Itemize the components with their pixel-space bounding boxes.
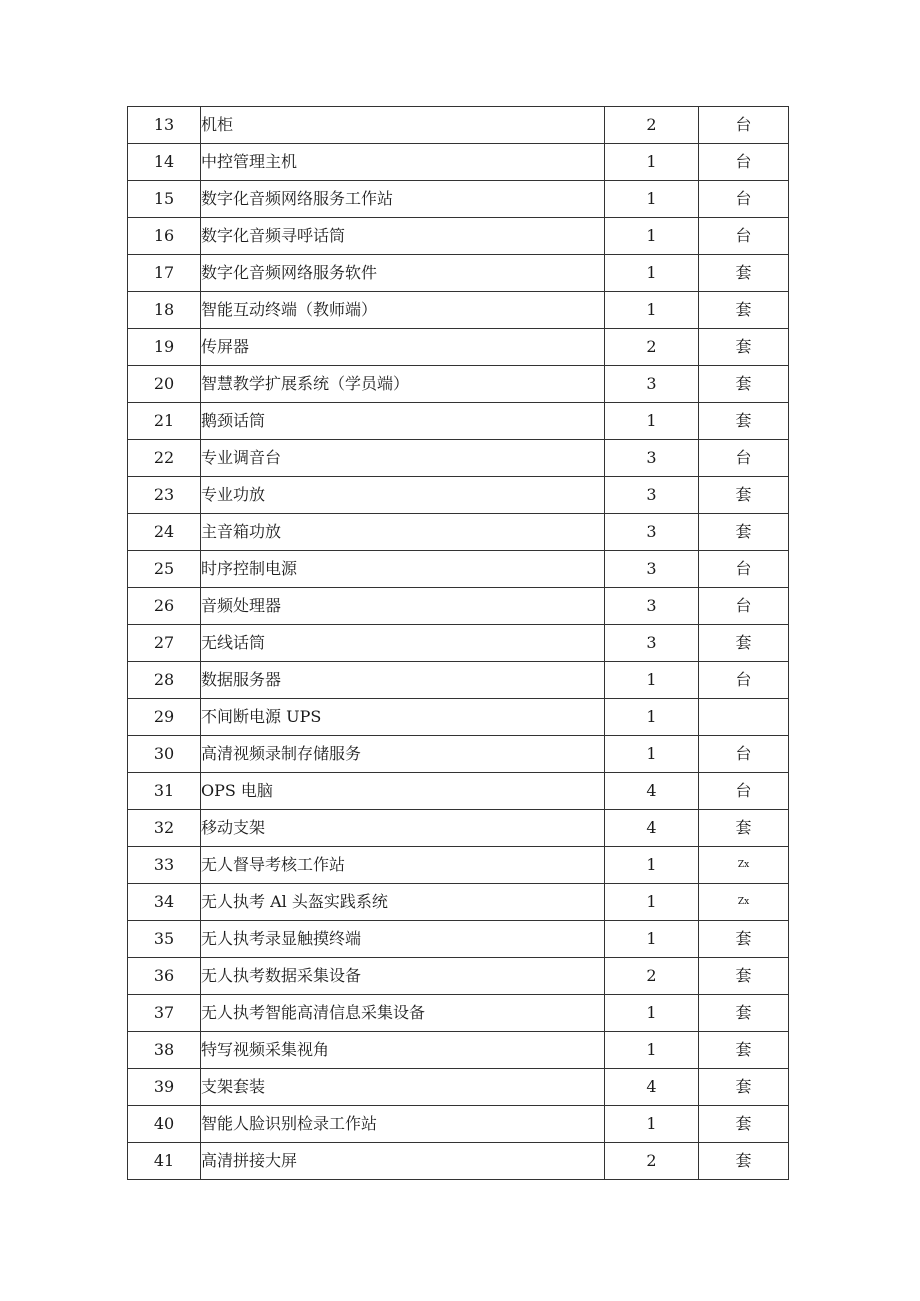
item-number-cell: 24 (128, 514, 201, 551)
item-name-cell: 无线话筒 (201, 625, 605, 662)
item-unit-cell: 套 (699, 921, 789, 958)
item-quantity-cell: 1 (605, 403, 699, 440)
item-name-cell: 数字化音频网络服务工作站 (201, 181, 605, 218)
item-name-cell: 智能互动终端（教师端） (201, 292, 605, 329)
item-name-cell: 无人督导考核工作站 (201, 847, 605, 884)
item-number-cell: 16 (128, 218, 201, 255)
item-number-cell: 15 (128, 181, 201, 218)
item-unit-cell (699, 699, 789, 736)
item-name-cell: 无人执考数据采集设备 (201, 958, 605, 995)
item-number-cell: 41 (128, 1143, 201, 1180)
item-quantity-cell: 1 (605, 847, 699, 884)
table-row (128, 588, 789, 625)
item-name-cell: 高清拼接大屏 (201, 1143, 605, 1180)
item-unit-cell: 台 (699, 181, 789, 218)
item-name-cell: 机柜 (201, 107, 605, 144)
table-row (128, 551, 789, 588)
table-row (128, 366, 789, 403)
item-number-cell: 30 (128, 736, 201, 773)
item-quantity-cell: 3 (605, 588, 699, 625)
table-row (128, 921, 789, 958)
item-quantity-cell: 1 (605, 1106, 699, 1143)
item-quantity-cell: 1 (605, 292, 699, 329)
item-number-cell: 28 (128, 662, 201, 699)
item-unit-cell: Zx (699, 884, 789, 921)
table-row (128, 625, 789, 662)
item-quantity-cell: 1 (605, 1032, 699, 1069)
item-number-cell: 19 (128, 329, 201, 366)
item-quantity-cell: 3 (605, 514, 699, 551)
item-quantity-cell: 4 (605, 773, 699, 810)
item-unit-cell: 台 (699, 588, 789, 625)
item-unit-cell: Zx (699, 847, 789, 884)
item-number-cell: 31 (128, 773, 201, 810)
item-quantity-cell: 2 (605, 329, 699, 366)
item-quantity-cell: 2 (605, 1143, 699, 1180)
equipment-table-body (128, 107, 789, 1180)
item-number-cell: 37 (128, 995, 201, 1032)
item-name-cell: 传屏器 (201, 329, 605, 366)
item-unit-cell: 套 (699, 255, 789, 292)
item-unit-cell: 套 (699, 1143, 789, 1180)
item-unit-cell: 套 (699, 477, 789, 514)
item-name-cell: 主音箱功放 (201, 514, 605, 551)
item-name-cell: 智能人脸识别检录工作站 (201, 1106, 605, 1143)
table-row (128, 773, 789, 810)
item-number-cell: 35 (128, 921, 201, 958)
item-name-cell: 移动支架 (201, 810, 605, 847)
table-row (128, 514, 789, 551)
item-unit-cell: 套 (699, 366, 789, 403)
item-unit-cell: 台 (699, 551, 789, 588)
item-number-cell: 13 (128, 107, 201, 144)
item-quantity-cell: 3 (605, 625, 699, 662)
item-number-cell: 27 (128, 625, 201, 662)
item-name-cell: 支架套装 (201, 1069, 605, 1106)
item-quantity-cell: 3 (605, 440, 699, 477)
item-number-cell: 36 (128, 958, 201, 995)
table-row (128, 884, 789, 921)
item-unit-cell: 套 (699, 403, 789, 440)
item-number-cell: 22 (128, 440, 201, 477)
item-unit-cell: 套 (699, 1106, 789, 1143)
item-name-cell: 时序控制电源 (201, 551, 605, 588)
item-quantity-cell: 3 (605, 366, 699, 403)
item-name-cell: 智慧教学扩展系统（学员端） (201, 366, 605, 403)
item-quantity-cell: 1 (605, 255, 699, 292)
table-row (128, 699, 789, 736)
table-row (128, 181, 789, 218)
item-unit-cell: 套 (699, 625, 789, 662)
item-name-cell: 数字化音频网络服务软件 (201, 255, 605, 292)
item-name-cell: 无人执考 Al 头盔实践系统 (201, 884, 605, 921)
table-row (128, 1106, 789, 1143)
item-number-cell: 40 (128, 1106, 201, 1143)
item-unit-cell: 套 (699, 1069, 789, 1106)
item-quantity-cell: 4 (605, 810, 699, 847)
table-row (128, 477, 789, 514)
item-quantity-cell: 1 (605, 995, 699, 1032)
item-name-cell: 无人执考智能高清信息采集设备 (201, 995, 605, 1032)
item-name-cell: 音频处理器 (201, 588, 605, 625)
item-number-cell: 26 (128, 588, 201, 625)
table-row (128, 1143, 789, 1180)
item-quantity-cell: 1 (605, 921, 699, 958)
table-row (128, 847, 789, 884)
item-unit-cell: 台 (699, 440, 789, 477)
item-quantity-cell: 1 (605, 218, 699, 255)
table-row (128, 292, 789, 329)
item-unit-cell: 套 (699, 995, 789, 1032)
item-name-cell: 鹅颈话筒 (201, 403, 605, 440)
item-unit-cell: 套 (699, 1032, 789, 1069)
item-number-cell: 32 (128, 810, 201, 847)
item-name-cell: 无人执考录显触摸终端 (201, 921, 605, 958)
item-number-cell: 34 (128, 884, 201, 921)
item-quantity-cell: 1 (605, 699, 699, 736)
item-unit-cell: 台 (699, 662, 789, 699)
table-row (128, 218, 789, 255)
item-unit-cell: 台 (699, 107, 789, 144)
item-name-cell: 数据服务器 (201, 662, 605, 699)
table-row (128, 1069, 789, 1106)
item-unit-cell: 套 (699, 514, 789, 551)
item-unit-cell: 套 (699, 810, 789, 847)
item-number-cell: 29 (128, 699, 201, 736)
item-name-cell: 不间断电源 UPS (201, 699, 605, 736)
table-row (128, 329, 789, 366)
item-number-cell: 39 (128, 1069, 201, 1106)
item-quantity-cell: 3 (605, 551, 699, 588)
item-unit-cell: 套 (699, 292, 789, 329)
item-quantity-cell: 4 (605, 1069, 699, 1106)
item-quantity-cell: 2 (605, 958, 699, 995)
table-row (128, 440, 789, 477)
table-row (128, 144, 789, 181)
item-unit-cell: 台 (699, 736, 789, 773)
equipment-table (127, 106, 789, 1180)
item-name-cell: 高清视频录制存储服务 (201, 736, 605, 773)
table-row (128, 810, 789, 847)
item-quantity-cell: 1 (605, 662, 699, 699)
item-quantity-cell: 3 (605, 477, 699, 514)
item-unit-cell: 套 (699, 958, 789, 995)
item-number-cell: 23 (128, 477, 201, 514)
item-quantity-cell: 1 (605, 144, 699, 181)
item-name-cell: 特写视频采集视角 (201, 1032, 605, 1069)
item-number-cell: 33 (128, 847, 201, 884)
item-unit-cell: 台 (699, 773, 789, 810)
table-row (128, 1032, 789, 1069)
item-number-cell: 25 (128, 551, 201, 588)
item-quantity-cell: 1 (605, 181, 699, 218)
item-number-cell: 21 (128, 403, 201, 440)
item-number-cell: 17 (128, 255, 201, 292)
item-quantity-cell: 2 (605, 107, 699, 144)
item-number-cell: 20 (128, 366, 201, 403)
table-row (128, 662, 789, 699)
item-number-cell: 14 (128, 144, 201, 181)
item-name-cell: 专业功放 (201, 477, 605, 514)
item-name-cell: 数字化音频寻呼话筒 (201, 218, 605, 255)
table-row (128, 736, 789, 773)
table-row (128, 995, 789, 1032)
table-row (128, 255, 789, 292)
item-unit-cell: 台 (699, 144, 789, 181)
table-row (128, 403, 789, 440)
table-row (128, 958, 789, 995)
item-unit-cell: 台 (699, 218, 789, 255)
item-number-cell: 18 (128, 292, 201, 329)
item-name-cell: 专业调音台 (201, 440, 605, 477)
item-quantity-cell: 1 (605, 884, 699, 921)
table-row (128, 107, 789, 144)
item-quantity-cell: 1 (605, 736, 699, 773)
item-unit-cell: 套 (699, 329, 789, 366)
item-name-cell: OPS 电脑 (201, 773, 605, 810)
item-name-cell: 中控管理主机 (201, 144, 605, 181)
item-number-cell: 38 (128, 1032, 201, 1069)
